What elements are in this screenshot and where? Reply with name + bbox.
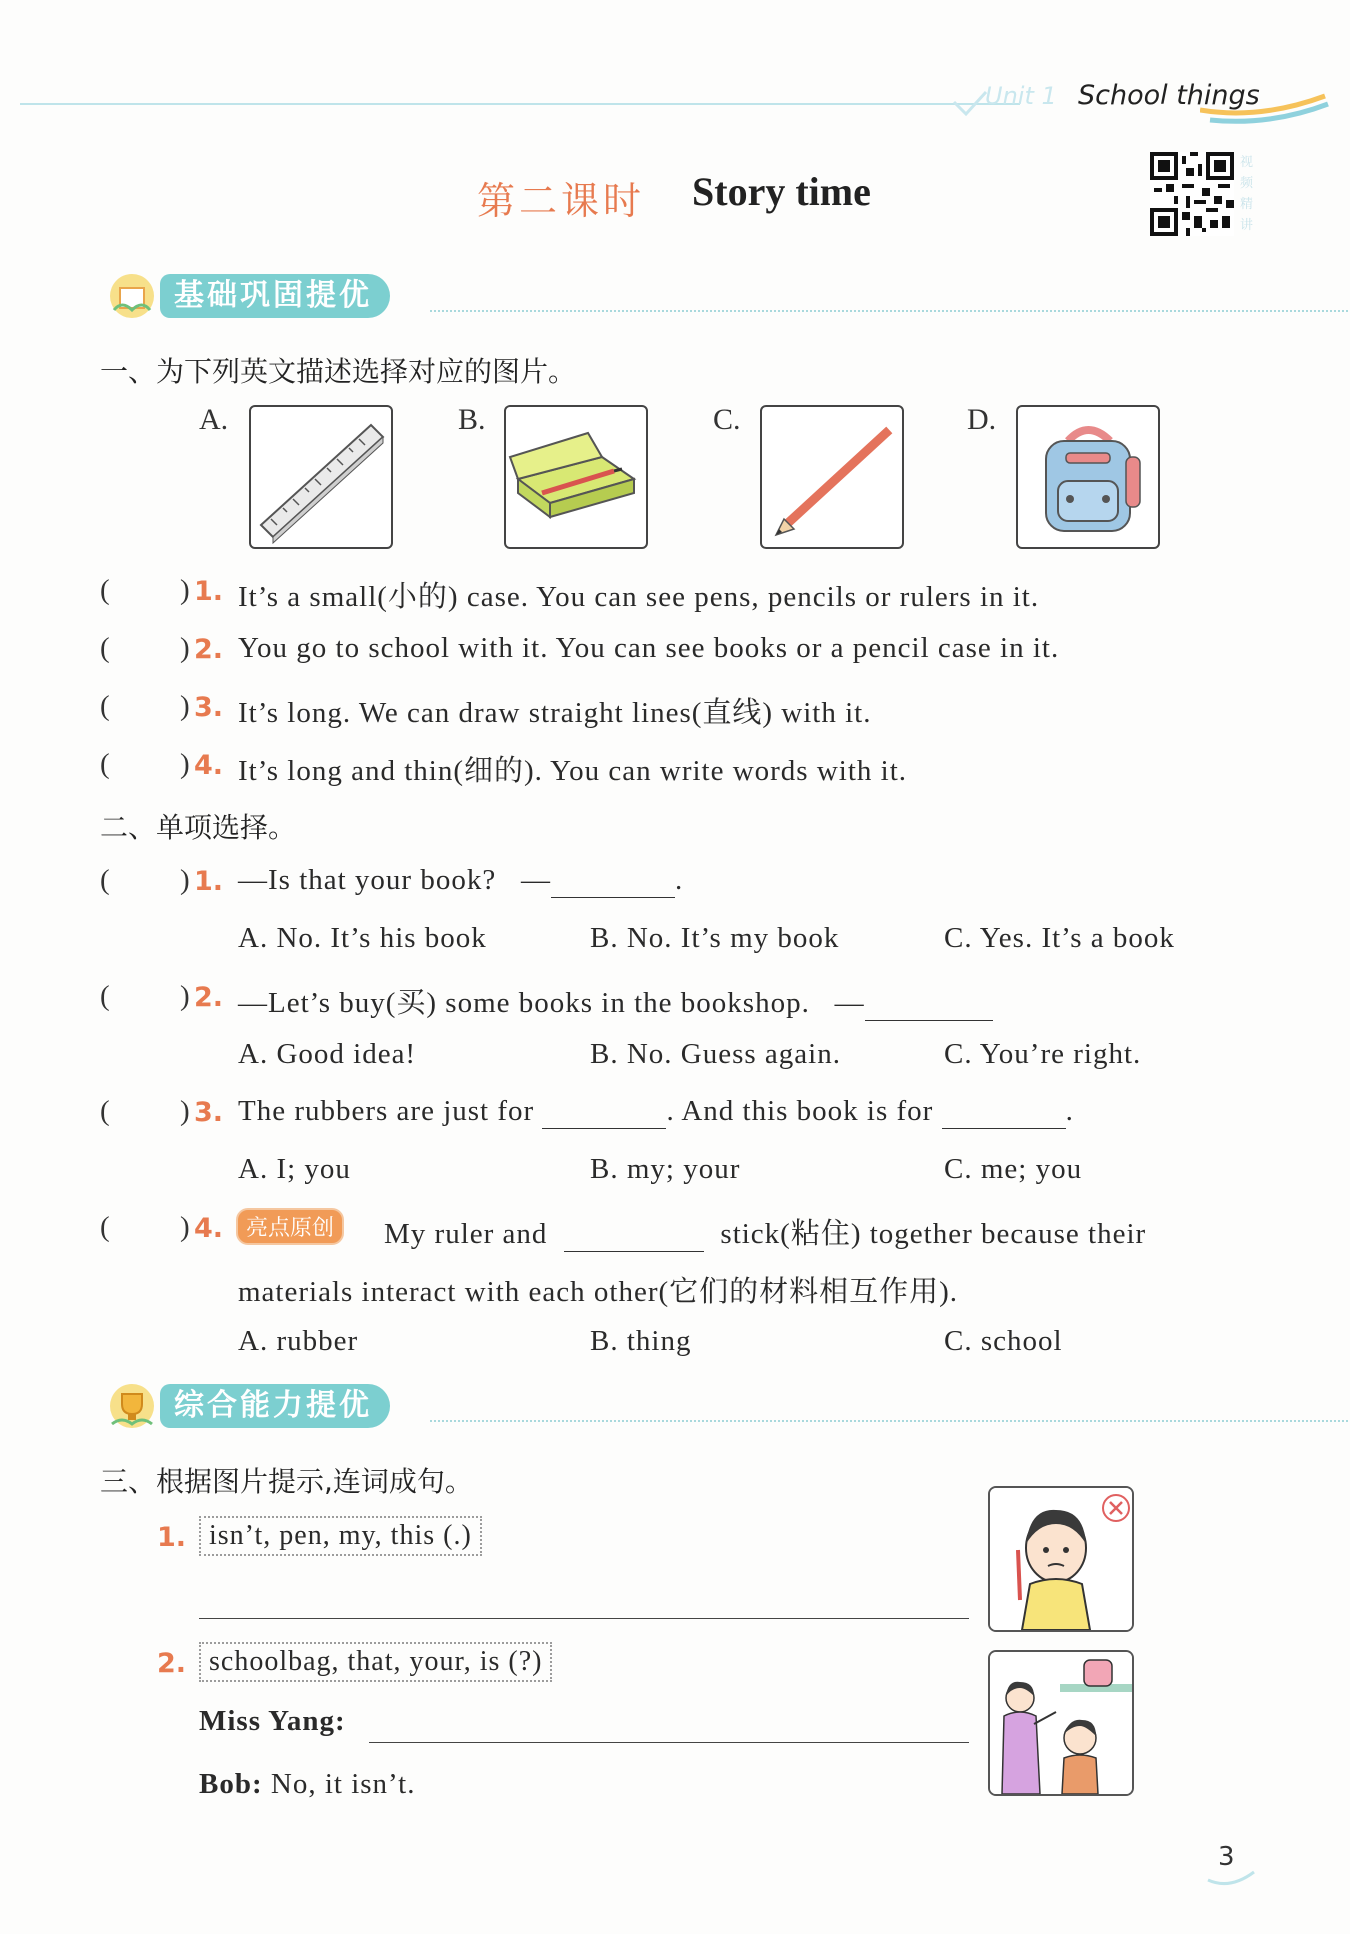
part3-q1-answer-line[interactable]	[199, 1618, 969, 1619]
teacher-and-boy-picture	[988, 1650, 1134, 1796]
part2-q2-choice-c[interactable]: C. You’re right.	[944, 1038, 1142, 1070]
part2-q4-choice-c[interactable]: C. school	[944, 1325, 1063, 1357]
part2-q3-text: The rubbers are just for . And this book is for .	[238, 1095, 1074, 1127]
trophy-icon	[100, 1380, 164, 1432]
header-check-icon	[950, 88, 990, 124]
part2-q4-choice-b[interactable]: B. thing	[590, 1325, 692, 1357]
part3-q1-number: 1.	[157, 1522, 187, 1553]
part2-q3-blank-1[interactable]	[542, 1095, 666, 1129]
pencil-case-icon	[506, 407, 646, 547]
schoolbag-icon	[1018, 407, 1158, 547]
gift-icon	[100, 270, 164, 322]
teacher-boy-icon	[990, 1652, 1132, 1794]
header-swoosh-icon	[1200, 90, 1330, 130]
bob-reply-line	[199, 1768, 415, 1801]
part2-q4-number: 4.	[194, 1213, 224, 1244]
girl-icon	[990, 1488, 1132, 1630]
option-d-picture[interactable]	[1016, 405, 1160, 549]
section-comprehensive-banner	[100, 1384, 1300, 1428]
option-b-picture[interactable]	[504, 405, 648, 549]
part1-q3-answer-paren[interactable]: (	[100, 690, 110, 722]
part2-q1-number: 1.	[194, 866, 224, 897]
section-basic-title: 基础巩固提优	[160, 274, 390, 318]
part3-q1-words: isn’t, pen, my, this (.)	[199, 1516, 482, 1556]
part2-q4-text-line2: materials interact with each other(它们的材料相互作用).	[238, 1276, 959, 1308]
part2-q1-answer-paren[interactable]: (	[100, 864, 110, 896]
part1-q1-number: 1.	[194, 576, 224, 607]
option-c-picture[interactable]	[760, 405, 904, 549]
girl-with-pen-picture	[988, 1486, 1134, 1632]
speaker-bob: Bob:	[199, 1768, 263, 1800]
option-a-picture[interactable]	[249, 405, 393, 549]
part2-q2-text: —Let’s buy(买) some books in the bookshop. —	[238, 980, 993, 1021]
part2-q2-choice-a[interactable]: A. Good idea!	[238, 1038, 417, 1070]
part2-q4-blank[interactable]	[564, 1218, 704, 1252]
part1-q4-answer-paren[interactable]: (	[100, 748, 110, 780]
part2-q1-text: —Is that your book? — .	[238, 864, 684, 896]
part2-q3-number: 3.	[194, 1097, 224, 1128]
part3-q2-answer-line[interactable]	[369, 1742, 969, 1743]
part1-q2-text: You go to school with it. You can see books or a pencil case in it.	[238, 632, 1060, 664]
part2-heading: 二、单项选择。	[100, 811, 297, 844]
section-comprehensive-title: 综合能力提优	[160, 1384, 390, 1428]
part1-q1-text: It’s a small(小的) case. You can see pens, pencils or rulers in it.	[238, 581, 1040, 613]
option-d-letter: D.	[967, 403, 997, 436]
part2-q4-text: My ruler and stick(粘住) together because their	[384, 1218, 1147, 1250]
lesson-title-cn: 第二课时	[477, 179, 646, 223]
part2-q2-number: 2.	[194, 982, 224, 1013]
part2-q4-choice-a[interactable]: A. rubber	[238, 1325, 359, 1357]
part2-q3-choice-b[interactable]: B. my; your	[590, 1153, 741, 1185]
part2-q1-choice-a[interactable]: A. No. It’s his book	[238, 922, 487, 954]
part2-q2-answer-paren[interactable]: (	[100, 980, 110, 1012]
part1-heading: 一、为下列英文描述选择对应的图片。	[100, 355, 577, 388]
part2-q3-blank-2[interactable]	[942, 1095, 1066, 1129]
unit-label: Unit 1	[985, 82, 1057, 110]
part3-q2-number: 2.	[157, 1648, 187, 1679]
part1-q4-number: 4.	[194, 750, 224, 781]
part2-q3-choice-c[interactable]: C. me; you	[944, 1153, 1083, 1185]
original-highlight-badge: 亮点原创	[236, 1208, 344, 1245]
pencil-icon	[762, 407, 902, 547]
page-number: 3	[1218, 1842, 1235, 1872]
part1-q2-number: 2.	[194, 634, 224, 665]
option-b-letter: B.	[458, 403, 486, 436]
lesson-title-en: Story time	[692, 169, 871, 214]
part2-q2-blank[interactable]	[865, 987, 993, 1021]
bob-reply: No, it isn’t.	[270, 1768, 416, 1800]
part2-q2-choice-b[interactable]: B. No. Guess again.	[590, 1038, 841, 1070]
section-basic-banner	[100, 274, 1300, 318]
part3-q2-words: schoolbag, that, your, is (?)	[199, 1642, 552, 1682]
option-a-letter: A.	[199, 403, 229, 436]
part1-q1-answer-paren[interactable]: (	[100, 574, 110, 606]
part2-q4-answer-paren[interactable]: (	[100, 1211, 110, 1243]
part2-q1-choice-c[interactable]: C. Yes. It’s a book	[944, 922, 1175, 954]
header-rule	[20, 103, 1020, 105]
ruler-icon	[251, 407, 391, 547]
part3-heading: 三、根据图片提示,连词成句。	[100, 1465, 473, 1498]
part2-q3-choice-a[interactable]: A. I; you	[238, 1153, 351, 1185]
part2-q1-blank[interactable]	[551, 864, 675, 898]
unit-title: School things	[1078, 80, 1260, 111]
part1-q3-text: It’s long. We can draw straight lines(直线) with it.	[238, 697, 872, 729]
qr-code-icon[interactable]	[1150, 152, 1234, 236]
option-c-letter: C.	[713, 403, 741, 436]
part2-q1-choice-b[interactable]: B. No. It’s my book	[590, 922, 840, 954]
part1-q3-number: 3.	[194, 692, 224, 723]
part2-q3-answer-paren[interactable]: (	[100, 1095, 110, 1127]
page-swoosh-icon	[1206, 1866, 1256, 1888]
speaker-miss-yang: Miss Yang:	[199, 1705, 346, 1737]
part1-q2-answer-paren[interactable]: (	[100, 632, 110, 664]
part1-q4-text: It’s long and thin(细的). You can write words with it.	[238, 755, 908, 787]
qr-caption: 视频精讲	[1240, 155, 1254, 233]
